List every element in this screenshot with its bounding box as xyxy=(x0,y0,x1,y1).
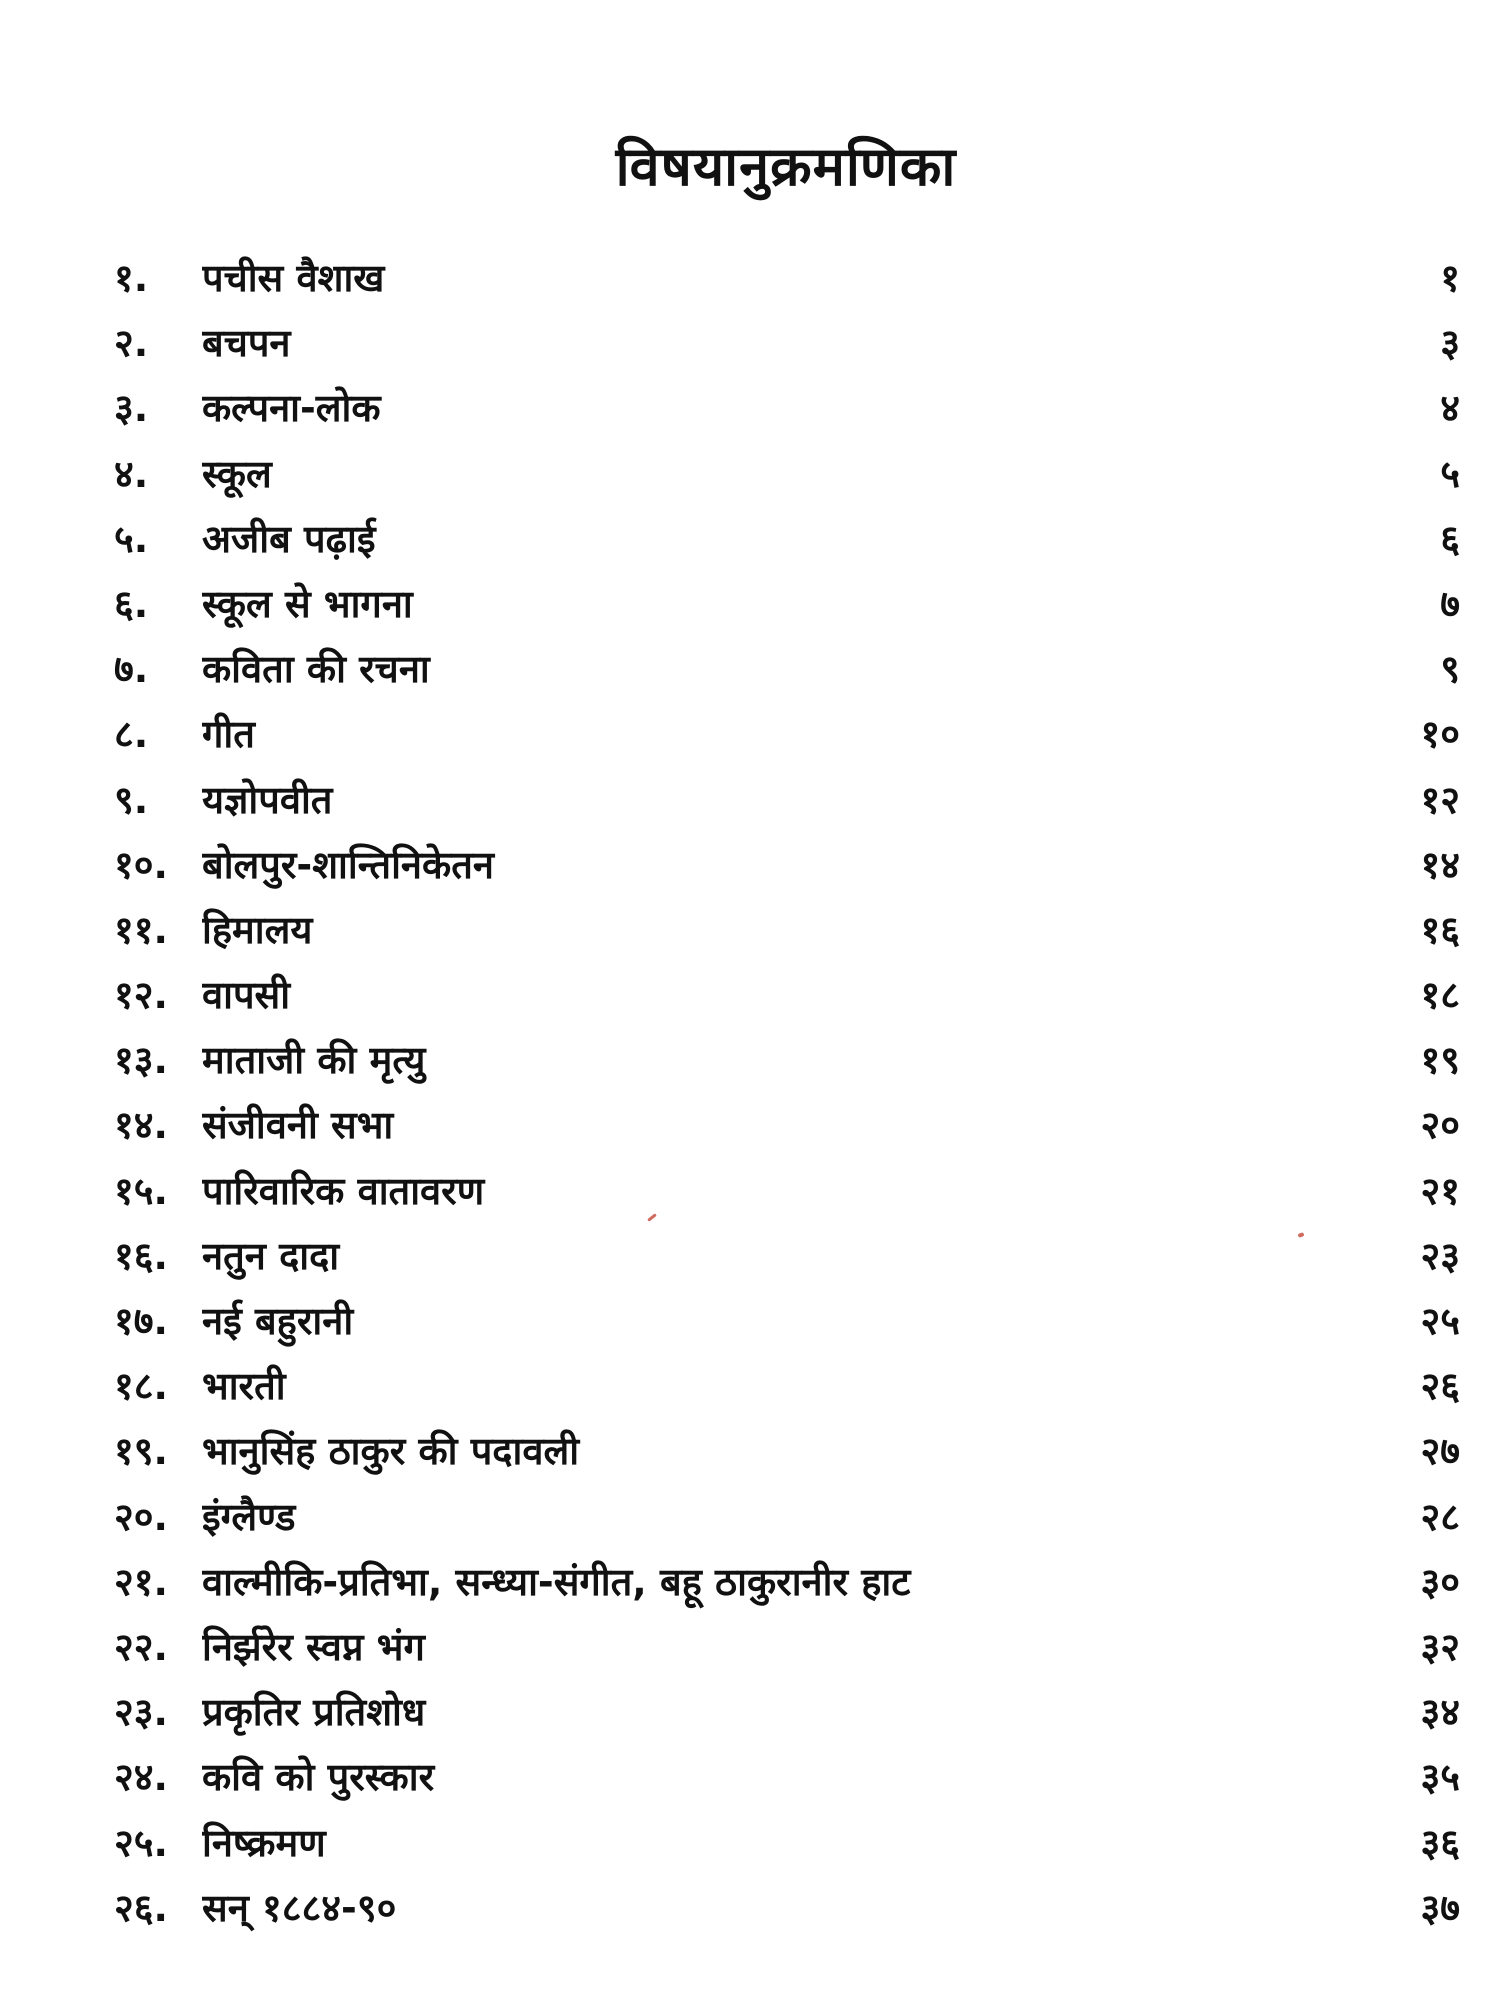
chapter-title: संजीवनी सभा xyxy=(202,1103,394,1148)
chapter-number: ८. xyxy=(114,712,149,757)
toc-row xyxy=(114,248,1460,313)
chapter-number: १८. xyxy=(114,1364,168,1409)
page-number: ५ xyxy=(1440,451,1460,496)
chapter-number: १७. xyxy=(114,1299,168,1343)
toc-row xyxy=(114,1617,1460,1682)
toc-row xyxy=(114,444,1460,509)
page-number: ३५ xyxy=(1420,1755,1460,1800)
page-number: ३ xyxy=(1440,321,1460,366)
toc-row xyxy=(114,509,1460,574)
chapter-title: बचपन xyxy=(202,321,291,366)
page-number: २० xyxy=(1420,1103,1460,1148)
chapter-number: १. xyxy=(114,256,149,300)
chapter-title: बोलपुर-शान्तिनिकेतन xyxy=(202,842,494,887)
chapter-number: २३. xyxy=(114,1690,168,1735)
chapter-title: पारिवारिक वातावरण xyxy=(202,1168,485,1213)
toc-row xyxy=(114,1030,1460,1095)
chapter-title: स्कूल xyxy=(202,451,272,496)
chapter-title: नतुन दादा xyxy=(202,1233,340,1278)
chapter-title: निर्झरेर स्वप्न भंग xyxy=(202,1624,425,1669)
page-number: १ xyxy=(1440,256,1460,300)
chapter-number: ७. xyxy=(114,647,149,692)
page-number: ३० xyxy=(1420,1559,1460,1604)
toc-row xyxy=(114,1421,1460,1486)
page-number: २७ xyxy=(1420,1429,1460,1474)
chapter-number: १९. xyxy=(114,1429,168,1474)
table-of-contents xyxy=(114,248,1460,1943)
page-number: ३७ xyxy=(1420,1885,1460,1930)
page-number: २५ xyxy=(1420,1299,1460,1343)
page-number: ४ xyxy=(1440,386,1460,431)
toc-row xyxy=(114,965,1460,1030)
chapter-title: पचीस वैशाख xyxy=(202,256,385,300)
page-number: २१ xyxy=(1420,1168,1460,1213)
chapter-number: ६. xyxy=(114,581,149,626)
page-number: १६ xyxy=(1420,907,1460,952)
chapter-number: २४. xyxy=(114,1755,168,1800)
page-number: ७ xyxy=(1440,581,1460,626)
toc-row xyxy=(114,1487,1460,1552)
chapter-title: हिमालय xyxy=(202,907,313,952)
toc-row xyxy=(114,770,1460,835)
toc-row xyxy=(114,313,1460,378)
chapter-title: प्रकृतिर प्रतिशोध xyxy=(202,1690,426,1735)
page-title: विषयानुक्रमणिका xyxy=(615,135,957,198)
chapter-title: गीत xyxy=(202,712,255,757)
toc-row xyxy=(114,639,1460,704)
chapter-number: १२. xyxy=(114,973,168,1018)
toc-row xyxy=(114,1878,1460,1943)
chapter-number: १३. xyxy=(114,1038,168,1083)
chapter-number: २५. xyxy=(114,1820,168,1865)
chapter-title: भानुसिंह ठाकुर की पदावली xyxy=(202,1429,580,1474)
toc-row xyxy=(114,1291,1460,1356)
page-number: ९ xyxy=(1440,647,1460,692)
page-number: ३६ xyxy=(1420,1820,1460,1865)
page-number: ३२ xyxy=(1420,1624,1460,1669)
toc-row xyxy=(114,378,1460,443)
page-number: ३४ xyxy=(1420,1690,1460,1735)
page-number: १२ xyxy=(1420,777,1460,822)
chapter-title: वापसी xyxy=(202,973,291,1018)
chapter-number: २०. xyxy=(114,1494,168,1539)
chapter-title: कल्पना-लोक xyxy=(202,386,381,431)
chapter-title: इंग्लैण्ड xyxy=(202,1494,296,1539)
chapter-number: १६. xyxy=(114,1233,168,1278)
chapter-title: अजीब पढ़ाई xyxy=(202,516,376,561)
chapter-title: कवि को पुरस्कार xyxy=(202,1755,435,1800)
chapter-number: ४. xyxy=(114,451,149,496)
chapter-title: कविता की रचना xyxy=(202,647,430,692)
chapter-title: वाल्मीकि-प्रतिभा, सन्ध्या-संगीत, बहू ठाकुरानीर हाट xyxy=(202,1559,911,1604)
toc-row xyxy=(114,1682,1460,1747)
toc-row xyxy=(114,1552,1460,1617)
toc-row xyxy=(114,574,1460,639)
chapter-title: नई बहुरानी xyxy=(202,1299,354,1343)
chapter-number: २६. xyxy=(114,1885,168,1930)
chapter-number: ९. xyxy=(114,777,149,822)
page-number: २६ xyxy=(1420,1364,1460,1409)
chapter-number: १५. xyxy=(114,1168,168,1213)
toc-row xyxy=(114,1356,1460,1421)
toc-row xyxy=(114,1226,1460,1291)
chapter-title: माताजी की मृत्यु xyxy=(202,1038,426,1083)
page-number: २८ xyxy=(1420,1494,1460,1539)
toc-row xyxy=(114,900,1460,965)
page-number: १९ xyxy=(1420,1038,1460,1083)
chapter-number: १४. xyxy=(114,1103,168,1148)
toc-row xyxy=(114,835,1460,900)
chapter-number: २. xyxy=(114,321,149,366)
chapter-number: २१. xyxy=(114,1559,168,1604)
toc-row xyxy=(114,1747,1460,1812)
page-number: ६ xyxy=(1440,516,1460,561)
toc-row xyxy=(114,1813,1460,1878)
chapter-title: भारती xyxy=(202,1364,286,1409)
toc-row xyxy=(114,704,1460,769)
chapter-title: सन् १८८४-९० xyxy=(202,1885,397,1930)
toc-row xyxy=(114,1095,1460,1160)
chapter-title: स्कूल से भागना xyxy=(202,581,413,626)
chapter-title: यज्ञोपवीत xyxy=(202,777,333,822)
page-number: १८ xyxy=(1420,973,1460,1018)
chapter-number: ५. xyxy=(114,516,149,561)
page-number: १४ xyxy=(1420,842,1460,887)
chapter-number: ३. xyxy=(114,386,149,431)
page-number: १० xyxy=(1420,712,1460,757)
chapter-number: १०. xyxy=(114,842,168,887)
toc-row xyxy=(114,1161,1460,1226)
chapter-title: निष्क्रमण xyxy=(202,1820,326,1865)
page-number: २३ xyxy=(1420,1233,1460,1278)
chapter-number: ११. xyxy=(114,907,168,952)
chapter-number: २२. xyxy=(114,1624,168,1669)
